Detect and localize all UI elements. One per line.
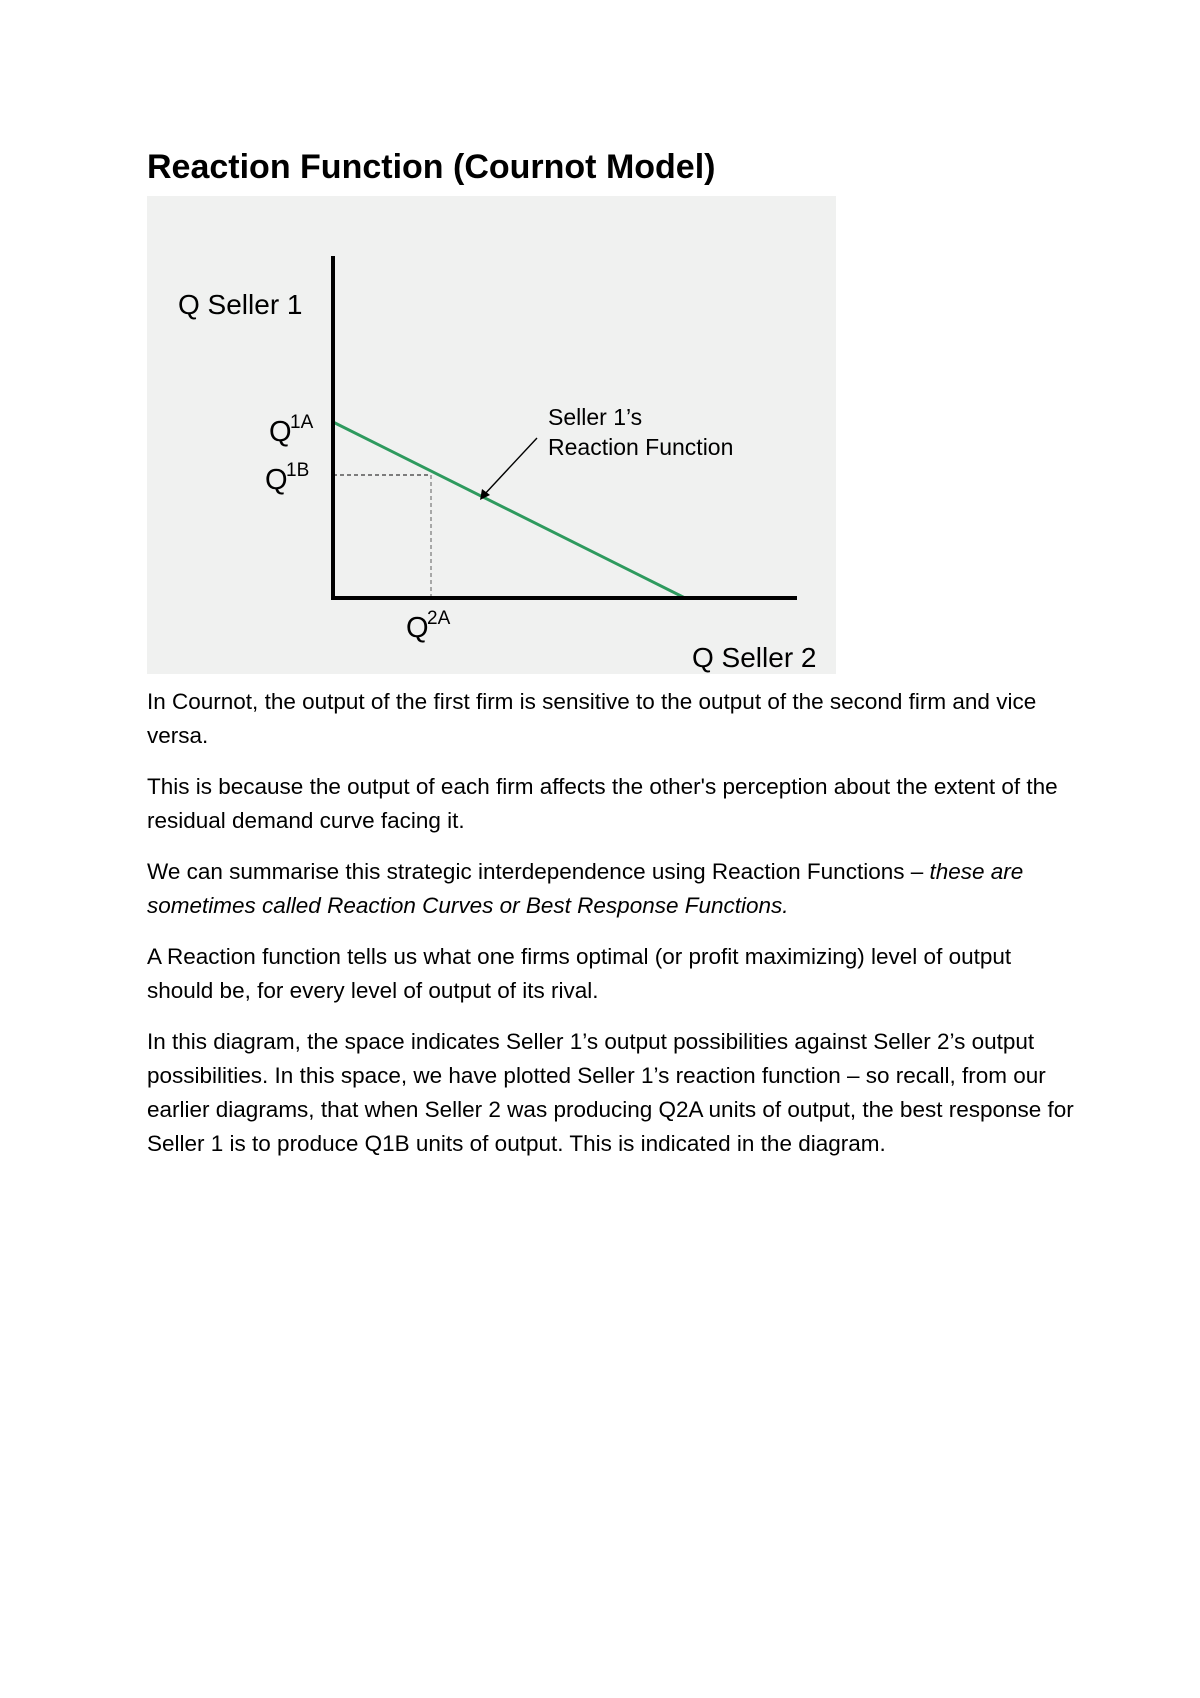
paragraph-3 (147, 855, 1077, 923)
page-title: Reaction Function (Cournot Model) (147, 148, 716, 186)
body-text (147, 685, 1077, 1178)
q1a-label-sup: 1A (290, 412, 314, 433)
paragraph-2: This is because the output of each firm affects the other's perception about the extent of the residual demand curve facing it. (147, 774, 1058, 833)
curve-label-line1: Seller 1’s (548, 404, 643, 430)
q1b-label-sup: 1B (286, 460, 310, 481)
curve-label-line2: Reaction Function (548, 434, 734, 460)
reaction-function-diagram (147, 196, 836, 674)
x-axis-label: Q Seller 2 (692, 642, 817, 673)
q2a-label-sup: 2A (427, 608, 451, 629)
paragraph-3-italic: these are sometimes called Reaction Curves or Best Response Functions. (147, 859, 1024, 918)
paragraph-3-normal: We can summarise this strategic interdependence using Reaction Functions – (147, 859, 930, 884)
q1a-label-base: Q (269, 416, 292, 448)
y-axis-label: Q Seller 1 (178, 289, 303, 320)
q2a-label-base: Q (406, 612, 429, 644)
paragraph-4: A Reaction function tells us what one firms optimal (or profit maximizing) level of output should be, for every level of output of its rival. (147, 944, 1012, 1003)
q1b-label-base: Q (265, 464, 288, 496)
paragraph-5: In this diagram, the space indicates Seller 1’s output possibilities against Seller 2’s output possibilities. In this space, we have plotted Seller 1’s reaction function – so recall, from our earlier diagrams, that when Seller 2 was producing Q2A units of output, the best response for Seller 1 is to produce Q1B units of output. This is indicated in the diagram. (147, 1029, 1074, 1156)
paragraph-1: In Cournot, the output of the first firm is sensitive to the output of the second firm and vice versa. (147, 689, 1037, 748)
